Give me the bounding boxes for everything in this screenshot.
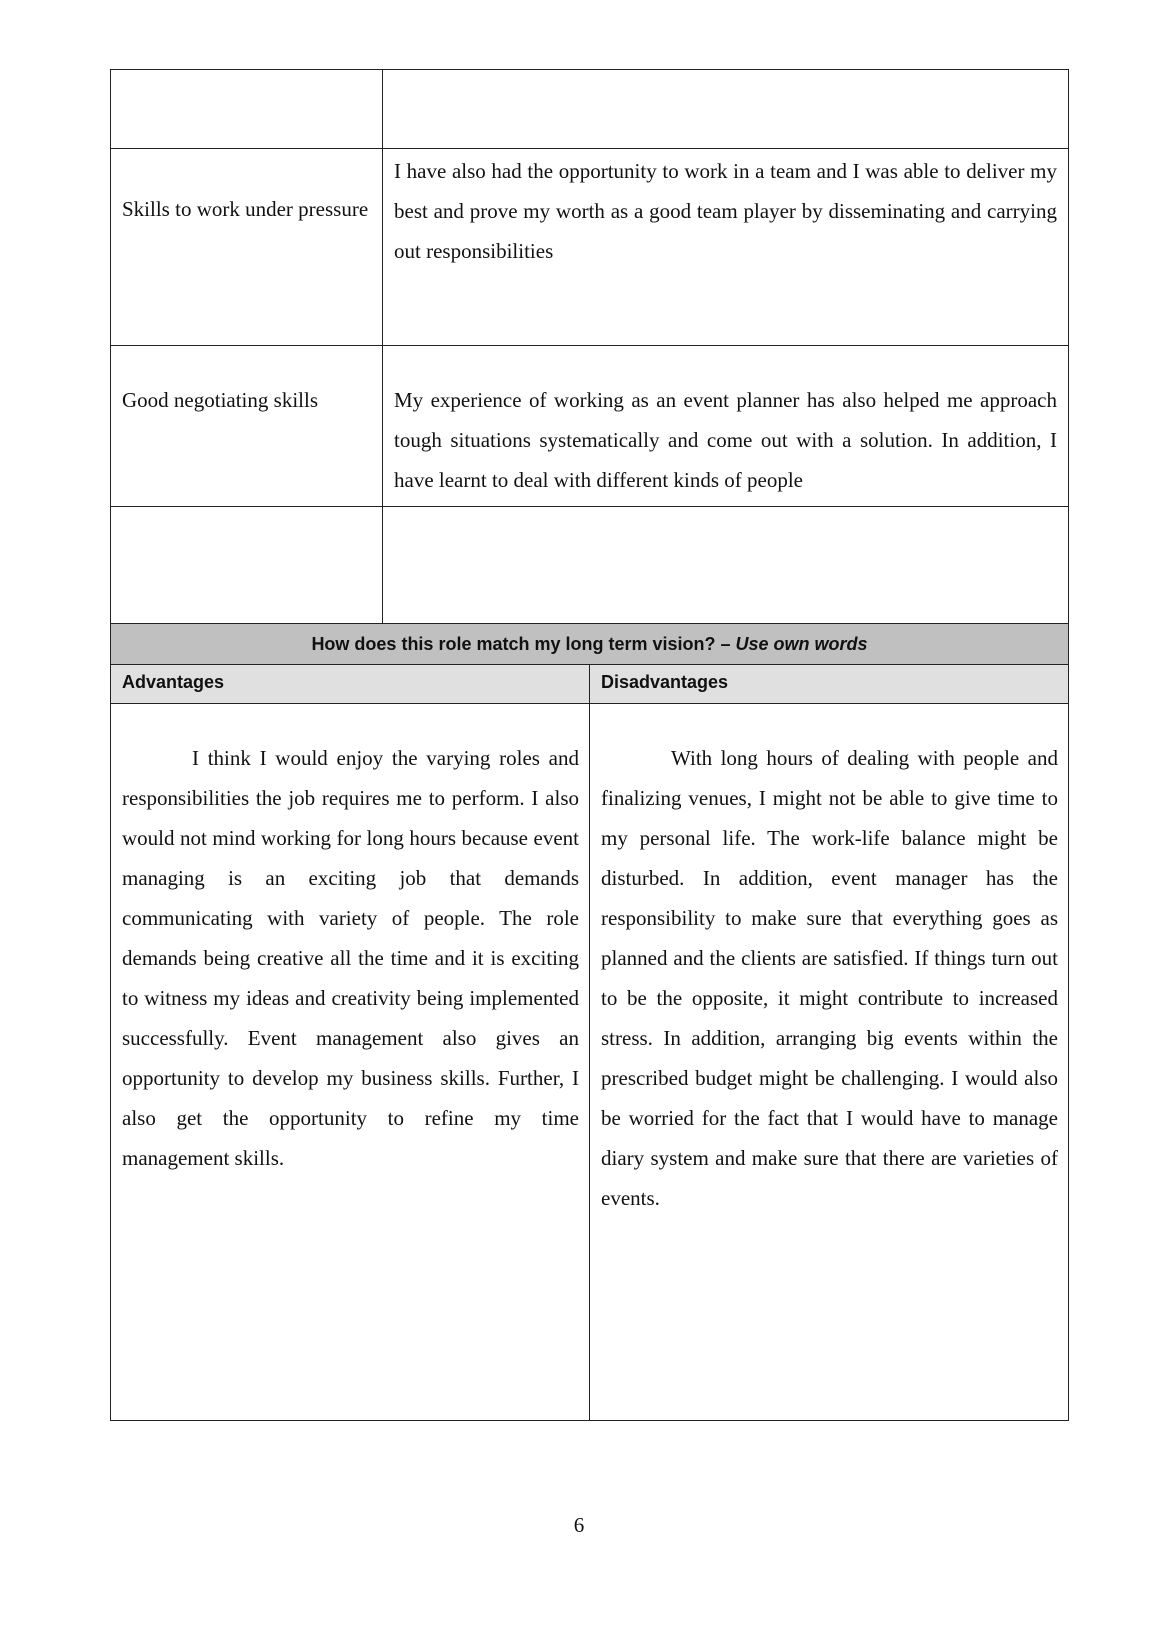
advantages-text: I think I would enjoy the varying roles and responsibilities the job requires me to perform. I also would not mind working for long hours because event managing is an exciting job that demands communicating with variety of people. The role demands being creative all the time and it is exciting to witness my ideas and creativity being implemented successfully. Event management also gives an opportunity to develop my business skills. Further, I also get the opportunity to refine my time management skills. <box>122 746 579 1170</box>
skill-description-cell <box>383 149 1069 346</box>
disadvantages-text: With long hours of dealing with people and finalizing venues, I might not be able to give time to my personal life. The work-life balance might be disturbed. In addition, event manager has the responsibility to make sure that everything goes as planned and the clients are satisfied. If things turn out to be the opposite, it might contribute to increased stress. In addition, arranging big events within the prescribed budget might be challenging. I would also be worried for the fact that I would have to manage diary system and make sure that there are varieties of events. <box>601 746 1058 1210</box>
advantages-heading-cell <box>111 665 590 704</box>
skill-label: Good negotiating skills <box>122 388 318 412</box>
page-number: 6 <box>573 1513 585 1537</box>
advantages-heading: Advantages <box>122 672 225 692</box>
advantages-cell <box>111 704 590 1421</box>
vision-header-row <box>111 624 1069 665</box>
column-headings-row <box>111 665 1069 704</box>
empty-cell <box>111 507 383 624</box>
skill-description-cell <box>383 346 1069 507</box>
skill-label-cell <box>111 346 383 507</box>
disadvantages-heading: Disadvantages <box>601 672 729 692</box>
empty-cell <box>111 70 383 149</box>
empty-cell <box>383 70 1069 149</box>
vision-emphasis: Use own words <box>735 634 868 654</box>
table-row <box>111 704 1069 1421</box>
disadvantages-cell <box>590 704 1069 1421</box>
table-row <box>111 70 1069 149</box>
table-row <box>111 507 1069 624</box>
skill-description: My experience of working as an event planner has also helped me approach tough situations systematically and come out with a solution. In addition, I have learnt to deal with different kinds of people <box>394 388 1057 492</box>
empty-cell <box>383 507 1069 624</box>
table-row <box>111 346 1069 507</box>
vision-header <box>111 624 1069 665</box>
vision-question: How does this role match my long term vision? – <box>311 634 736 654</box>
skill-label: Skills to work under pressure <box>122 197 369 221</box>
skill-label-cell <box>111 149 383 346</box>
skill-description: I have also had the opportunity to work in a team and I was able to deliver my best and prove my worth as a good team player by disseminating and carrying out responsibilities <box>394 159 1057 263</box>
table-row <box>111 149 1069 346</box>
skills-table <box>110 69 1069 1421</box>
disadvantages-heading-cell <box>590 665 1069 704</box>
